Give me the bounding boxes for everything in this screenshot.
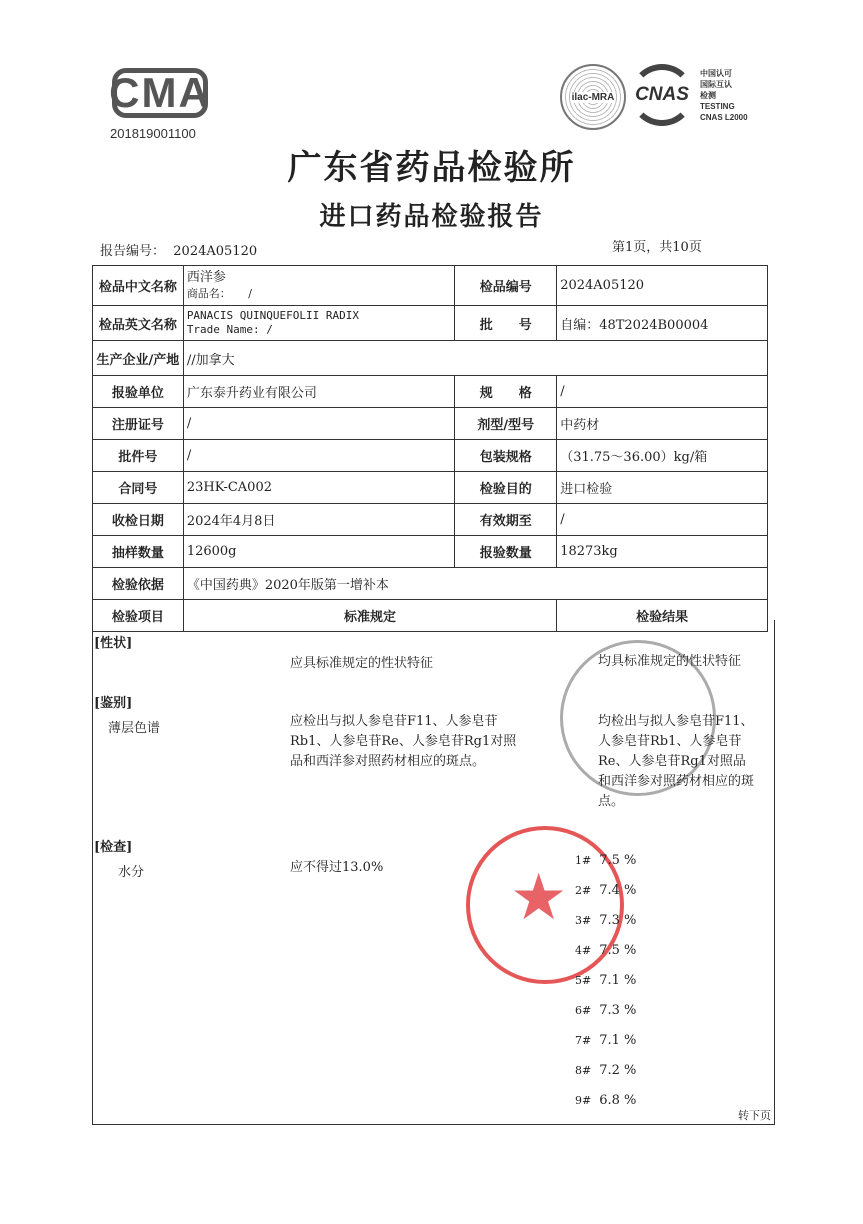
- cn-name: 西洋参: [186, 269, 226, 285]
- moisture-value: 7.4 %: [599, 883, 637, 898]
- result-text: 均检出与拟人参皂苷F11、人参皂苷Rb1、人参皂苷Re、人参皂苷Rg1对照品和西洋参对照药材相应的斑点。: [598, 714, 755, 809]
- sample-number: 9#: [575, 1094, 592, 1107]
- col-result: 检验结果: [557, 600, 768, 632]
- form-label: 剂型/型号: [455, 408, 557, 440]
- moisture-row: [575, 1003, 636, 1018]
- moisture-value: 7.3 %: [599, 913, 637, 928]
- cnas-line: 检测: [700, 91, 716, 100]
- applicant-label: 报验单位: [93, 376, 184, 408]
- package-label: 包装规格: [455, 440, 557, 472]
- basis: 《中国药典》2020年版第一增补本: [183, 568, 767, 600]
- basis-label: 检验依据: [93, 568, 184, 600]
- moisture-value: 7.2 %: [599, 1063, 637, 1078]
- trade-name-en: Trade Name: /: [186, 323, 273, 336]
- institute-title: 广东省药品检验所: [287, 148, 576, 188]
- reg: /: [183, 408, 455, 440]
- standard-text: 应检出与拟人参皂苷F11、人参皂苷Rb1、人参皂苷Re、人参皂苷Rg1对照品和西洋参对照药材相应的斑点。: [290, 714, 517, 769]
- moisture-value: 7.3 %: [599, 1003, 637, 1018]
- moisture-value: 7.1 %: [599, 973, 637, 988]
- moisture-row: [575, 1093, 636, 1108]
- moisture-value: 7.5 %: [599, 853, 637, 868]
- col-standard: 标准规定: [183, 600, 556, 632]
- page-info: 第1页，共10页: [612, 240, 702, 255]
- section-heading: [鉴别]: [94, 696, 133, 711]
- trade-name-label: 商品名：: [186, 286, 231, 300]
- cnas-logo: [630, 64, 694, 126]
- cma-number: 201819001100: [110, 126, 196, 141]
- standard-text: 应具标准规定的性状特征: [290, 656, 434, 671]
- cn-name-label: 检品中文名称: [93, 266, 184, 306]
- form: 中药材: [557, 408, 768, 440]
- moisture-row: [575, 883, 636, 898]
- moisture-row: [575, 943, 636, 958]
- approval: /: [183, 440, 455, 472]
- cnas-line: TESTING: [700, 102, 735, 111]
- stamp-star-icon: ★: [510, 861, 568, 935]
- continued-note: 转下页: [738, 1109, 771, 1122]
- spec-label: 规 格: [455, 376, 557, 408]
- report-number-value: 2024A05120: [173, 244, 258, 259]
- trade-name: /: [248, 286, 253, 300]
- package: （31.75～36.00）kg/箱: [557, 440, 768, 472]
- moisture-row: [575, 913, 636, 928]
- cn-name-cell: [183, 266, 455, 306]
- cma-logo: [109, 68, 211, 118]
- sample-no: 2024A05120: [557, 266, 768, 306]
- moisture-row: [575, 973, 636, 988]
- reg-label: 注册证号: [93, 408, 184, 440]
- cnas-line: 国际互认: [700, 80, 732, 89]
- expiry-label: 有效期至: [455, 504, 557, 536]
- sample-qty: 12600g: [183, 536, 455, 568]
- expiry: /: [557, 504, 768, 536]
- moisture-row: [575, 1063, 636, 1078]
- spec: /: [557, 376, 768, 408]
- sample-no-label: 检品编号: [455, 266, 557, 306]
- contract-label: 合同号: [93, 472, 184, 504]
- en-name-cell: [183, 306, 455, 341]
- received-label: 收检日期: [93, 504, 184, 536]
- received: 2024年4月8日: [183, 504, 455, 536]
- declared-qty-label: 报验数量: [455, 536, 557, 568]
- cma-logo-text: CMA: [109, 69, 211, 116]
- batch-label: 批 号: [455, 306, 557, 341]
- col-item: 检验项目: [93, 600, 184, 632]
- ilac-logo-text: ilac-MRA: [571, 91, 615, 103]
- section-heading: [检查]: [94, 840, 133, 855]
- result-text: 均具标准规定的性状特征: [598, 654, 742, 669]
- purpose: 进口检验: [557, 472, 768, 504]
- sample-info-table: [92, 265, 768, 632]
- producer-label: 生产企业/产地: [93, 341, 184, 376]
- contract: 23HK-CA002: [183, 472, 455, 504]
- sample-number: 1#: [575, 854, 592, 867]
- moisture-value: 7.1 %: [599, 1033, 637, 1048]
- section-heading: [性状]: [94, 636, 133, 651]
- sample-number: 2#: [575, 884, 592, 897]
- ilac-mra-logo: [560, 64, 626, 130]
- cnas-line: 中国认可: [700, 69, 732, 78]
- cnas-logo-text: CNAS: [635, 84, 689, 105]
- sample-number: 7#: [575, 1034, 592, 1047]
- sample-number: 6#: [575, 1004, 592, 1017]
- sample-number: 3#: [575, 914, 592, 927]
- sample-number: 8#: [575, 1064, 592, 1077]
- declared-qty: 18273kg: [557, 536, 768, 568]
- moisture-row: [575, 1033, 636, 1048]
- sample-number: 4#: [575, 944, 592, 957]
- sample-qty-label: 抽样数量: [93, 536, 184, 568]
- cnas-line: CNAS L2000: [700, 113, 748, 122]
- cnas-accreditation-text: [700, 68, 748, 123]
- producer: //加拿大: [183, 341, 767, 376]
- approval-label: 批件号: [93, 440, 184, 472]
- sample-number: 5#: [575, 974, 592, 987]
- report-number-label: 报告编号：: [100, 244, 166, 259]
- en-name: PANACIS QUINQUEFOLII RADIX: [186, 309, 359, 322]
- item-name: 水分: [118, 865, 145, 880]
- batch: 自编：48T2024B00004: [557, 306, 768, 341]
- standard-text: 应不得过13.0%: [290, 860, 384, 875]
- report-number: [100, 240, 257, 259]
- moisture-value: 6.8 %: [599, 1093, 637, 1108]
- moisture-value: 7.5 %: [599, 943, 637, 958]
- en-name-label: 检品英文名称: [93, 306, 184, 341]
- applicant: 广东泰升药业有限公司: [183, 376, 455, 408]
- moisture-row: [575, 853, 636, 868]
- report-title: 进口药品检验报告: [319, 202, 544, 232]
- purpose-label: 检验目的: [455, 472, 557, 504]
- item-name: 薄层色谱: [108, 721, 161, 736]
